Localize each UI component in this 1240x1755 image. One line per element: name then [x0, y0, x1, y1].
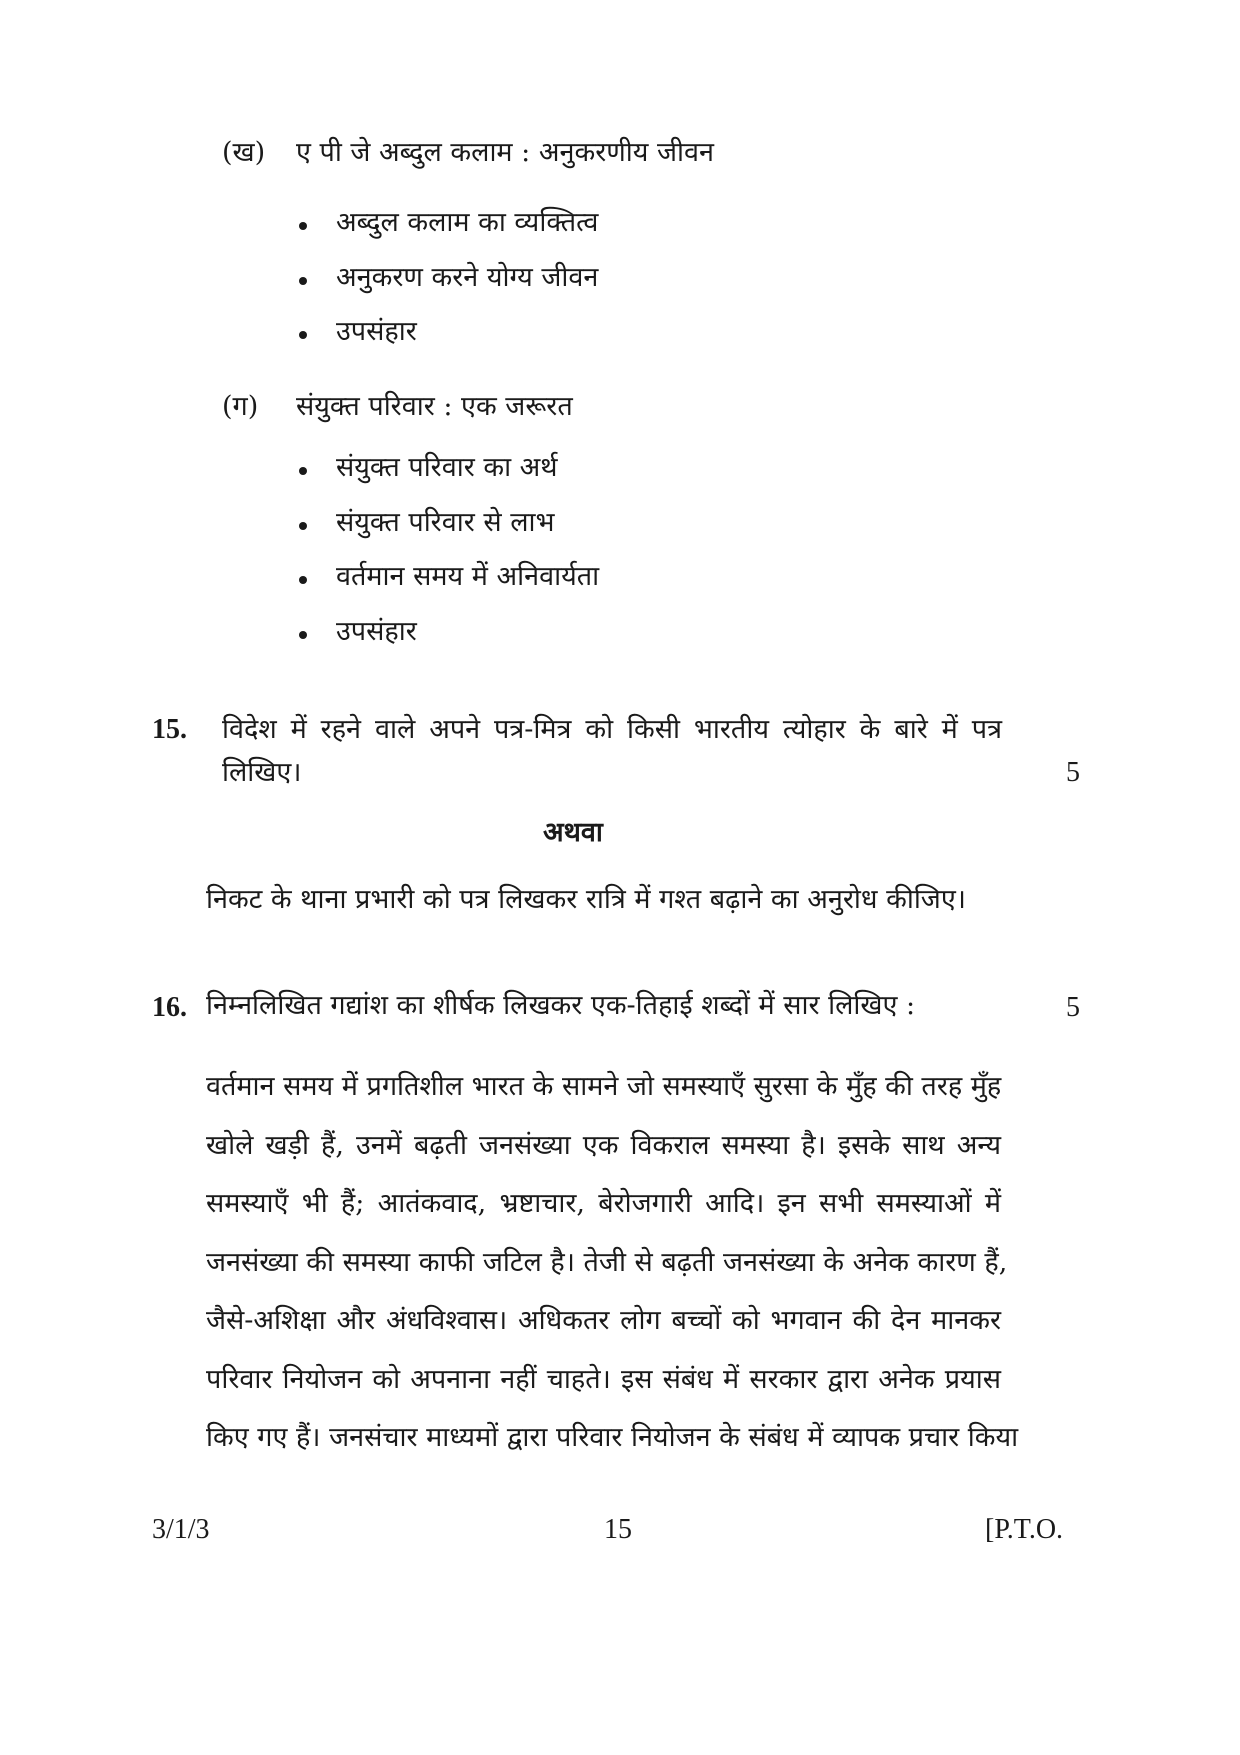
- bullet-icon: [299, 331, 307, 339]
- paper-code: 3/1/3: [152, 1514, 210, 1545]
- question-15-marks: 5: [1066, 757, 1080, 788]
- bullet-icon: [299, 522, 307, 530]
- bullet-icon: [299, 222, 307, 230]
- passage-line: परिवार नियोजन को अपनाना नहीं चाहते। इस संबंध में सरकार द्वारा अनेक प्रयास: [206, 1364, 1001, 1395]
- question-16-number: 16.: [152, 992, 187, 1023]
- bullet-icon: [299, 467, 307, 475]
- passage-line: समस्याएँ भी हैं; आतंकवाद, भ्रष्टाचार, बेरोजगारी आदि। इन सभी समस्याओं में: [206, 1188, 1001, 1219]
- please-turn-over: [P.T.O.: [985, 1514, 1064, 1545]
- question-15-alternative: निकट के थाना प्रभारी को पत्र लिखकर रात्रि में गश्त बढ़ाने का अनुरोध कीजिए।: [206, 884, 967, 915]
- list-item: अब्दुल कलाम का व्यक्तित्व: [336, 207, 599, 238]
- page-number: 15: [604, 1514, 632, 1545]
- list-item: उपसंहार: [336, 316, 417, 347]
- question-15-number: 15.: [152, 714, 187, 745]
- section-kha-title: ए पी जे अब्दुल कलाम : अनुकरणीय जीवन: [296, 137, 715, 168]
- question-15-text: विदेश में रहने वाले अपने पत्र-मित्र को किसी भारतीय त्योहार के बारे में पत्र: [222, 714, 1002, 745]
- passage-line: जनसंख्या की समस्या काफी जटिल है। तेजी से बढ़ती जनसंख्या के अनेक कारण हैं,: [206, 1247, 1008, 1278]
- list-item: उपसंहार: [336, 616, 417, 647]
- bullet-icon: [299, 576, 307, 584]
- or-heading: अथवा: [543, 817, 603, 848]
- list-item: संयुक्त परिवार से लाभ: [336, 507, 555, 538]
- list-item: अनुकरण करने योग्य जीवन: [336, 262, 599, 293]
- passage-line: खोले खड़ी हैं, उनमें बढ़ती जनसंख्या एक विकराल समस्या है। इसके साथ अन्य: [206, 1130, 1001, 1161]
- question-16-text: निम्नलिखित गद्यांश का शीर्षक लिखकर एक-तिहाई शब्दों में सार लिखिए :: [206, 990, 916, 1021]
- section-ga-label: (ग): [222, 391, 259, 422]
- passage-line: जैसे-अशिक्षा और अंधविश्वास। अधिकतर लोग बच्चों को भगवान की देन मानकर: [206, 1305, 1001, 1336]
- bullet-icon: [299, 277, 307, 285]
- passage-line: वर्तमान समय में प्रगतिशील भारत के सामने जो समस्याएँ सुरसा के मुँह की तरह मुँह: [206, 1071, 1002, 1102]
- list-item: संयुक्त परिवार का अर्थ: [336, 452, 558, 483]
- section-kha-label: (ख): [222, 137, 266, 168]
- passage-line: किए गए हैं। जनसंचार माध्यमों द्वारा परिवार नियोजन के संबंध में व्यापक प्रचार किया: [206, 1422, 1019, 1453]
- bullet-icon: [299, 631, 307, 639]
- question-16-marks: 5: [1066, 992, 1080, 1023]
- question-15-text-cont: लिखिए।: [222, 757, 302, 788]
- section-ga-title: संयुक्त परिवार : एक जरूरत: [296, 391, 573, 422]
- list-item: वर्तमान समय में अनिवार्यता: [336, 561, 600, 592]
